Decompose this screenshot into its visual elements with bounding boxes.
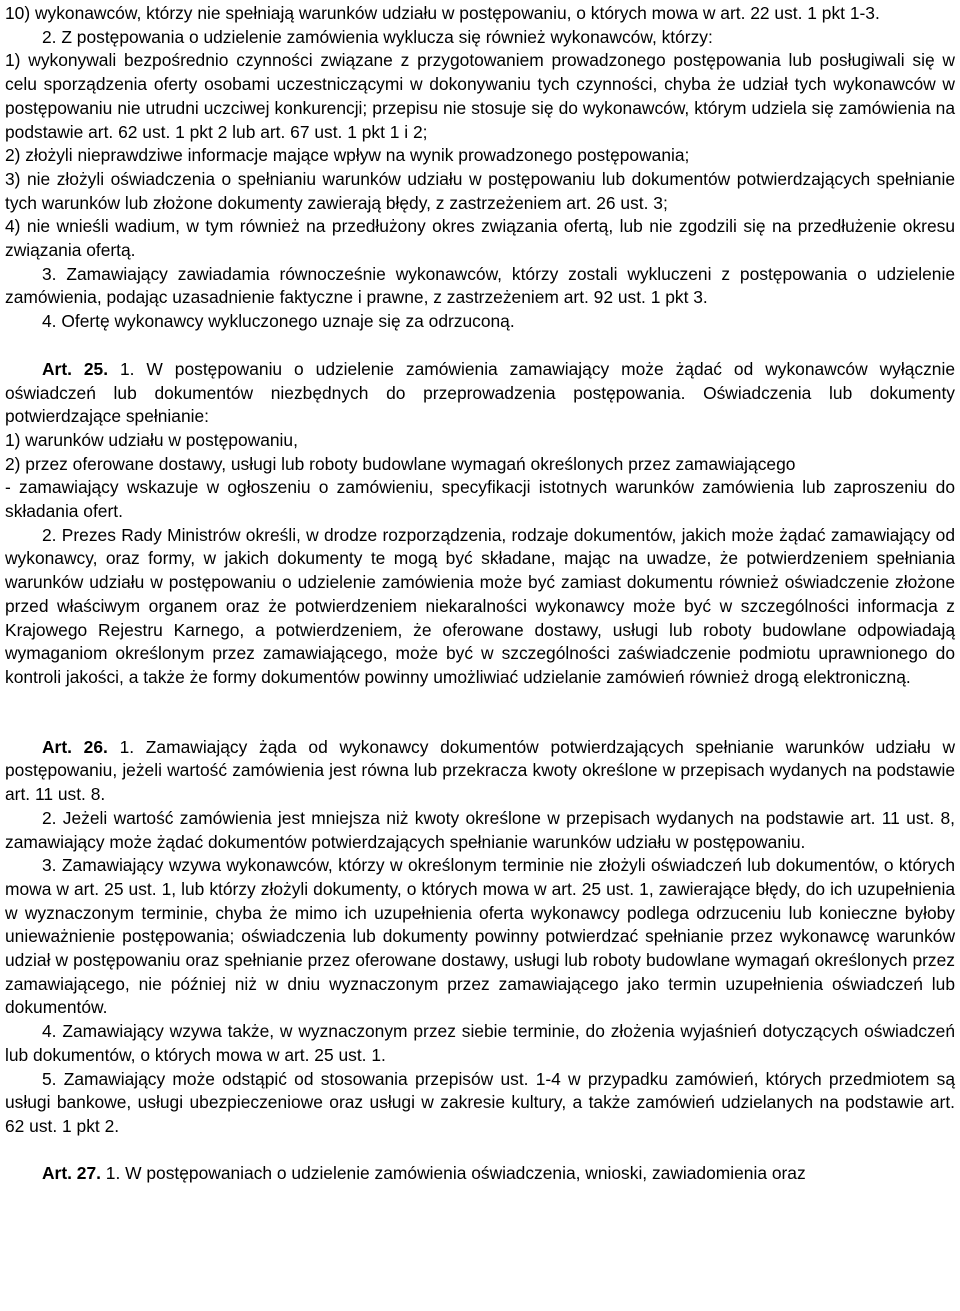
paragraph-art24-2-item-3: 3) nie złożyli oświadczenia o spełnianiu warunków udziału w postępowaniu lub dokumentów potwierdzających spełnianie tych warunków lub złożone dokumenty zawierają błędy, z zastrzeżeniem art. 26 ust. 3;: [5, 168, 955, 213]
paragraph-art25-1-closing: - zamawiający wskazuje w ogłoszeniu o zamówieniu, specyfikacji istotnych warunków zamówienia lub zaproszeniu do składania ofert.: [5, 477, 955, 522]
article-label-27: Art. 27.: [42, 1162, 101, 1183]
paragraph-art26-3: 3. Zamawiający wzywa wykonawców, którzy w określonym terminie nie złożyli oświadczeń lub dokumentów, o których mowa w art. 25 ust. 1, lub którzy złożyli dokumenty, o których mowa w art. 25 ust. 1, zawierające błędy, do ich uzupełnienia w wyznaczonym terminie, chyba że mimo ich uzupełnienia oferta wykonawcy podlega odrzuceniu lub konieczne byłoby unieważnienie postępowania; oświadczenia lub dokumenty powinny potwierdzać spełnianie przez wykonawcę warunków udział w postępowaniu oraz spełnianie przez oferowane dostawy, usługi lub roboty budowlane wymagań określonych przez zamawiającego, nie później niż w dniu wyznaczonym przez zamawiającego jako termin uzupełnienia oświadczeń lub dokumentów.: [5, 855, 955, 1018]
article-text-25: 1. W postępowaniu o udzielenie zamówienia zamawiający może żądać od wykonawców wyłącznie oświadczeń lub dokumentów niezbędnych do przeprowadzenia postępowania. Oświadczenia lub dokumenty potwierdzające spełnianie:: [5, 358, 955, 427]
paragraph-art25-1: [5, 358, 955, 429]
paragraph-art24-2-item-2: 2) złożyli nieprawdziwe informacje mające wpływ na wynik prowadzonego postępowania;: [5, 145, 690, 166]
paragraph-art26-2: 2. Jeżeli wartość zamówienia jest mniejsza niż kwoty określone w przepisach wydanych na podstawie art. 11 ust. 8, zamawiający może żądać dokumentów potwierdzających spełnianie warunków udziału w postępowaniu.: [5, 807, 955, 852]
paragraph-art24-2: 2. Z postępowania o udzielenie zamówienia wyklucza się również wykonawców, którzy:: [42, 26, 713, 47]
paragraph-art24-2-item-4: 4) nie wnieśli wadium, w tym również na przedłużony okres związania ofertą, lub nie zgodzili się na przedłużenie okresu związania ofertą.: [5, 216, 955, 261]
article-label-25: Art. 25.: [42, 358, 109, 379]
paragraph-art24-3: 3. Zamawiający zawiadamia równocześnie wykonawców, którzy zostali wykluczeni z postępowania o udzielenie zamówienia, podając uzasadnienie faktyczne i prawne, z zastrzeżeniem art. 92 ust. 1 pkt 3.: [5, 263, 955, 308]
paragraph-art25-1-item-2: 2) przez oferowane dostawy, usługi lub roboty budowlane wymagań określonych przez zamawiającego: [5, 453, 796, 474]
paragraph-art26-1: [5, 736, 955, 807]
paragraph-art24-2-item-1: 1) wykonywali bezpośrednio czynności związane z przygotowaniem prowadzonego postępowania lub posługiwali się w celu sporządzenia oferty osobami uczestniczącymi w dokonywaniu tych czynności, chyba że udział tych wykonawców w postępowaniu nie utrudni uczciwej konkurencji; przepisu nie stosuje się do wykonawców, którym udziela się zamówienia na podstawie art. 62 ust. 1 pkt 2 lub art. 67 ust. 1 pkt 1 i 2;: [5, 50, 955, 142]
paragraph-art26-4: 4. Zamawiający wzywa także, w wyznaczonym przez siebie terminie, do złożenia wyjaśnień dotyczących oświadczeń lub dokumentów, o których mowa w art. 25 ust. 1.: [5, 1021, 955, 1065]
paragraph-art24-4: 4. Ofertę wykonawcy wykluczonego uznaje się za odrzuconą.: [42, 311, 515, 332]
paragraph-art26-5: 5. Zamawiający może odstąpić od stosowania przepisów ust. 1-4 w przypadku zamówień, których przedmiotem są usługi bankowe, usługi ubezpieczeniowe oraz usługi w zakresie kultury, a także zamówień udzielanych na podstawie art. 62 ust. 1 pkt 2.: [5, 1068, 955, 1136]
article-text-26: 1. Zamawiający żąda od wykonawcy dokumentów potwierdzających spełnianie warunków udziału w postępowaniu, jeżeli wartość zamówienia jest równa lub przekracza kwoty określone w przepisach wydanych na podstawie art. 11 ust. 8.: [5, 736, 955, 805]
paragraph-art25-2: 2. Prezes Rady Ministrów określi, w drodze rozporządzenia, rodzaje dokumentów, jakich może żądać zamawiający od wykonawcy, oraz formy, w jakich dokumenty te mogą być składane, mając na uwadze, że potwierdzeniem spełniania warunków udziału w postępowaniu o udzielenie zamówienia może być zamiast dokumentu również oświadczenie złożone przed właściwym organem oraz że potwierdzeniem niekaralności wykonawcy może być w szczególności informacja z Krajowego Rejestru Karnego, a potwierdzeniem, że oferowane dostawy, usługi lub roboty budowlane odpowiadają wymaganiom określonym przez zamawiającego, może być w szczególności zaświadczenie podmiotu uprawnionego do kontroli jakości, a także że formy dokumentów powinny umożliwiać udzielanie zamówień również drogą elektroniczną.: [5, 524, 955, 687]
article-text-27: 1. W postępowaniach o udzielenie zamówienia oświadczenia, wnioski, zawiadomienia oraz: [100, 1162, 806, 1183]
article-label-26: Art. 26.: [42, 736, 108, 757]
paragraph-exclusion-10: 10) wykonawców, którzy nie spełniają warunków udziału w postępowaniu, o których mowa w art. 22 ust. 1 pkt 1-3.: [5, 3, 880, 23]
paragraph-art27-1: [5, 1162, 955, 1186]
paragraph-art25-1-item-1: 1) warunków udziału w postępowaniu,: [5, 429, 298, 450]
